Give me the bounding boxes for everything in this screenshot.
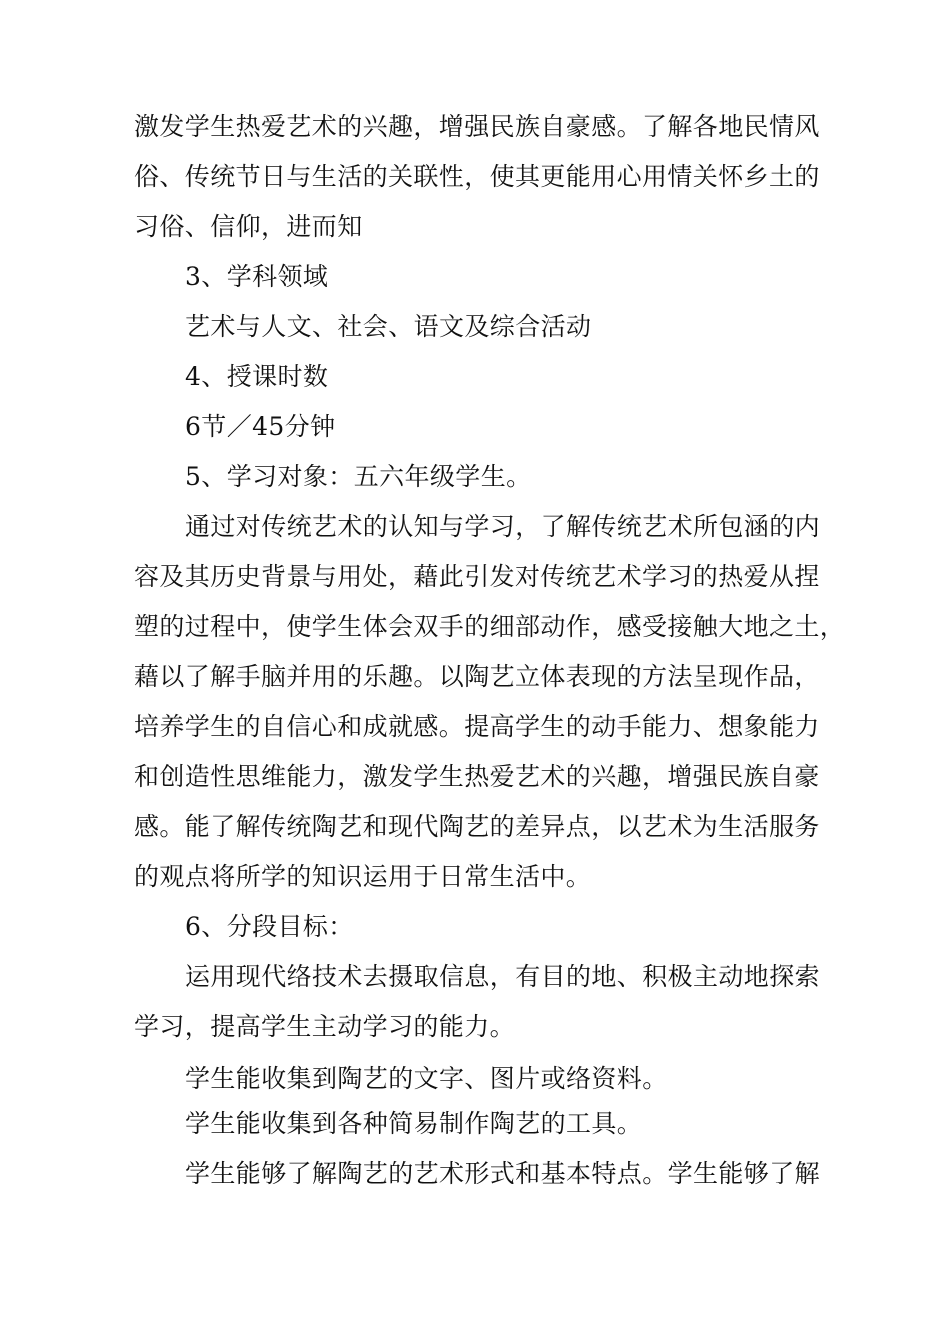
- text-line-1: 激发学生热爱艺术的兴趣，增强民族自豪感。了解各地民情风: [134, 112, 820, 141]
- text-line-14: 和创造性思维能力，激发学生热爱艺术的兴趣，增强民族自豪: [134, 762, 820, 791]
- text-line-21: 学生能收集到各种简易制作陶艺的工具。: [185, 1109, 643, 1138]
- text-line-11: 塑的过程中，使学生体会双手的细部动作，感受接触大地之土，: [134, 612, 846, 641]
- text-line-7: 6节／45分钟: [185, 412, 336, 441]
- text-line-19: 学习，提高学生主动学习的能力。: [134, 1012, 516, 1041]
- text-line-22: 学生能够了解陶艺的艺术形式和基本特点。学生能够了解: [185, 1159, 821, 1188]
- text-line-2: 俗、传统节日与生活的关联性，使其更能用心用情关怀乡土的: [134, 162, 820, 191]
- section-heading-5: 5、学习对象：五六年级学生。: [185, 462, 532, 491]
- text-line-20: 学生能收集到陶艺的文字、图片或络资料。: [185, 1064, 668, 1093]
- text-line-5: 艺术与人文、社会、语文及综合活动: [185, 312, 592, 341]
- text-line-13: 培养学生的自信心和成就感。提高学生的动手能力、想象能力: [134, 712, 820, 741]
- text-line-3: 习俗、信仰，进而知: [134, 212, 363, 241]
- text-line-12: 藉以了解手脑并用的乐趣。以陶艺立体表现的方法呈现作品，: [134, 662, 820, 691]
- text-line-9: 通过对传统艺术的认知与学习，了解传统艺术所包涵的内: [185, 512, 821, 541]
- text-line-15: 感。能了解传统陶艺和现代陶艺的差异点，以艺术为生活服务: [134, 812, 820, 841]
- text-line-18: 运用现代络技术去摄取信息，有目的地、积极主动地探索: [185, 962, 821, 991]
- text-line-10: 容及其历史背景与用处，藉此引发对传统艺术学习的热爱从捏: [134, 562, 820, 591]
- section-heading-6: 6、分段目标：: [185, 912, 354, 941]
- text-line-16: 的观点将所学的知识运用于日常生活中。: [134, 862, 592, 891]
- section-heading-3: 3、学科领域: [185, 262, 329, 291]
- section-heading-4: 4、授课时数: [185, 362, 329, 391]
